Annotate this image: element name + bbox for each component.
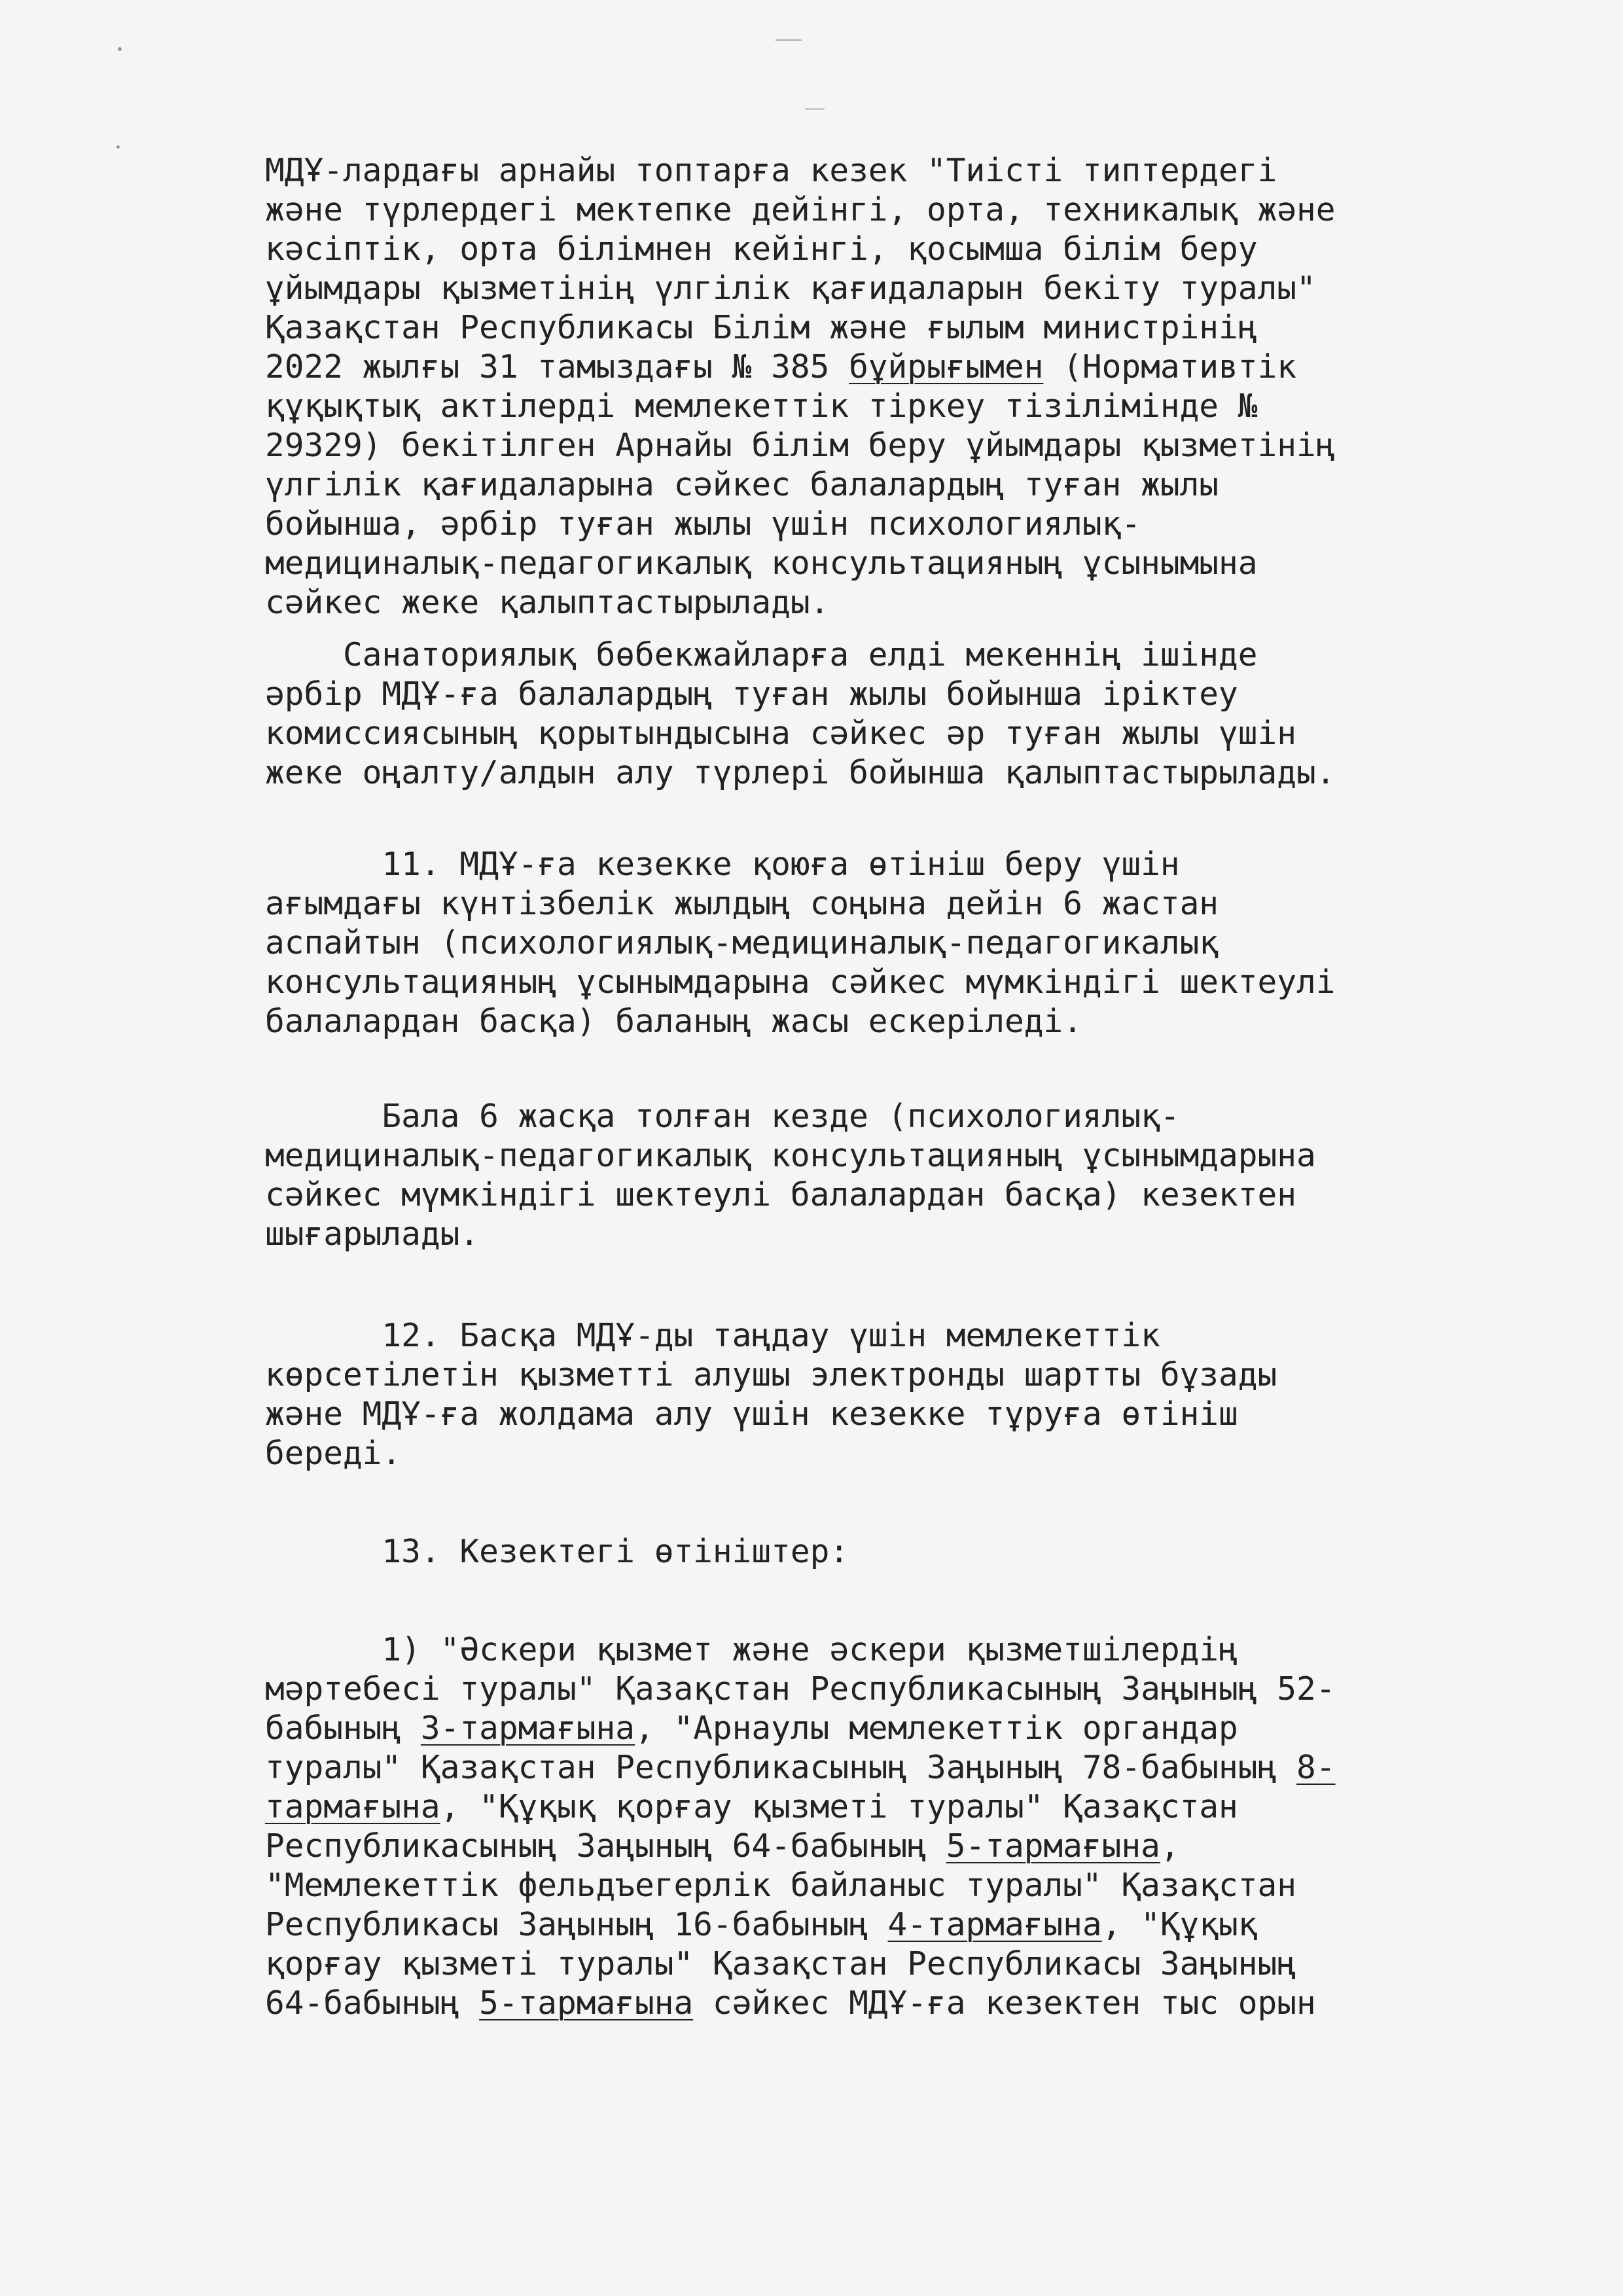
text-segment: аспайтын (психологиялық-медициналық-педагогикалық (265, 924, 1219, 961)
text-segment: ағымдағы күнтізбелік жылдың соңына дейін 6 жастан (265, 884, 1219, 922)
text-segment: 2022 жылғы 31 тамыздағы № 385 (265, 348, 849, 386)
text-segment: (Нормативтік (1043, 348, 1297, 386)
text-segment: шығарылады. (265, 1215, 480, 1253)
text-segment: Санаториялық бөбекжайларға елді мекеннің ішінде (265, 636, 1258, 673)
text-line (265, 1001, 1082, 1041)
text-line (265, 229, 1258, 268)
text-segment: құқықтық актілерді мемлекеттік тіркеу тізілімінде № (265, 387, 1258, 425)
text-segment: ұйымдары қызметінің үлгілік қағидаларын бекіту туралы" (265, 269, 1316, 307)
text-line (265, 1865, 1296, 1905)
text-segment: МДҰ-лардағы арнайы топтарға кезек "Тиісті типтердегі (265, 151, 1277, 189)
text-line (265, 1944, 1296, 1983)
law-reference-link[interactable]: 5-тармағына (946, 1827, 1160, 1865)
text-segment: , "Құқық (1101, 1905, 1258, 1943)
scan-speck (116, 145, 120, 149)
text-segment: үлгілік қағидаларына сәйкес балалардың туған жылы (265, 465, 1219, 503)
text-line (265, 1096, 1180, 1136)
law-reference-link[interactable]: 5-тармағына (479, 1984, 694, 2022)
law-reference-link[interactable]: 8- (1296, 1748, 1336, 1786)
text-line (265, 1669, 1335, 1708)
text-line (265, 1394, 1238, 1433)
text-line (265, 308, 1258, 347)
text-segment: сәйкес МДҰ-ға кезектен тыс орын (693, 1984, 1316, 2022)
scan-speck (805, 108, 825, 110)
text-line (265, 386, 1258, 425)
text-line (265, 583, 829, 622)
text-line (265, 1136, 1316, 1175)
text-line (265, 1787, 1238, 1826)
text-line (265, 962, 1335, 1001)
text-segment: жеке оңалту/алдын алу түрлері бойынша қалыптастырылады. (265, 753, 1336, 791)
text-segment: , (1160, 1827, 1180, 1865)
text-segment: Бала 6 жасқа толған кезде (психологиялық- (265, 1097, 1180, 1135)
text-segment: әрбір МДҰ-ға балалардың туған жылы бойынша іріктеу (265, 675, 1238, 713)
text-segment: 29329) бекітілген Арнайы білім беру ұйымдары қызметінің (265, 426, 1336, 464)
text-line (265, 151, 1277, 190)
text-segment: Республикасының Заңының 64-бабының (265, 1827, 946, 1865)
text-line (265, 1983, 1316, 2022)
text-line (265, 713, 1296, 753)
text-segment: "Мемлекеттік фельдъегерлік байланыс туралы" Қазақстан (265, 1866, 1296, 1904)
text-segment: және МДҰ-ға жолдама алу үшін кезекке тұруға өтініш (265, 1395, 1238, 1433)
text-line (265, 1433, 401, 1473)
text-line (265, 504, 1141, 543)
law-reference-link[interactable]: бұйрығымен (849, 348, 1044, 386)
text-segment: сәйкес жеке қалыптастырылады. (265, 583, 830, 621)
text-line (265, 1214, 479, 1253)
scan-speck (118, 47, 122, 51)
text-line (265, 1355, 1277, 1394)
text-line (265, 753, 1335, 792)
text-line (265, 923, 1219, 962)
text-segment: Қазақстан Республикасы Білім және ғылым министрінің (265, 308, 1258, 346)
law-reference-link[interactable]: тармағына (265, 1787, 440, 1825)
text-segment: , "Арнаулы мемлекеттік органдар (634, 1709, 1238, 1747)
text-line (265, 1748, 1335, 1787)
text-line (265, 268, 1316, 308)
text-line (265, 884, 1219, 923)
text-segment: туралы" Қазақстан Республикасының Заңының 78-бабының (265, 1748, 1296, 1786)
text-line (265, 635, 1258, 674)
text-line (265, 190, 1335, 229)
text-line (265, 1532, 849, 1571)
text-segment: 12. Басқа МДҰ-ды таңдау үшін мемлекеттік (265, 1316, 1160, 1354)
text-line (265, 1630, 1238, 1669)
text-segment: мәртебесі туралы" Қазақстан Республикасының Заңының 52- (265, 1670, 1336, 1708)
text-segment: қорғау қызметі туралы" Қазақстан Республикасы Заңының (265, 1945, 1296, 1982)
text-line (265, 844, 1180, 884)
text-line (265, 1316, 1160, 1355)
text-line (265, 425, 1335, 465)
text-line (265, 1826, 1180, 1865)
scan-speck (776, 39, 802, 41)
law-reference-link[interactable]: 4-тармағына (887, 1905, 1102, 1943)
text-segment: медициналық-педагогикалық консультацияның ұсынымдарына (265, 1136, 1316, 1174)
text-segment: медициналық-педагогикалық консультацияның ұсынымына (265, 544, 1258, 582)
text-segment: , "Құқық қорғау қызметі туралы" Қазақстан (440, 1787, 1238, 1825)
text-segment: 1) "Әскери қызмет және әскери қызметшілердің (265, 1630, 1238, 1668)
text-segment: және түрлердегі мектепке дейінгі, орта, техникалық және (265, 190, 1336, 228)
text-line (265, 1175, 1296, 1214)
text-segment: береді. (265, 1434, 402, 1472)
text-segment: сәйкес мүмкіндігі шектеулі балалардан басқа) кезектен (265, 1175, 1296, 1213)
text-segment: Республикасы Заңының 16-бабының (265, 1905, 888, 1943)
text-segment: 64-бабының (265, 1984, 480, 2022)
text-line (265, 1905, 1258, 1944)
text-line (265, 465, 1219, 504)
text-segment: балалардан басқа) баланың жасы ескеріледі. (265, 1002, 1082, 1040)
text-segment: консультацияның ұсынымдарына сәйкес мүмкіндігі шектеулі (265, 963, 1336, 1001)
text-line (265, 347, 1296, 386)
text-segment: 11. МДҰ-ға кезекке қоюға өтініш беру үшін (265, 845, 1180, 883)
text-line (265, 674, 1238, 713)
text-segment: 13. Кезектегі өтініштер: (265, 1532, 849, 1570)
text-segment: комиссиясының қорытындысына сәйкес әр туған жылы үшін (265, 714, 1296, 752)
law-reference-link[interactable]: 3-тармағына (420, 1709, 635, 1747)
text-line (265, 543, 1258, 583)
text-segment: көрсетілетін қызметті алушы электронды шартты бұзады (265, 1355, 1277, 1393)
text-segment: бойынша, әрбір туған жылы үшін психологиялық- (265, 505, 1141, 543)
text-segment: бабының (265, 1709, 421, 1747)
text-line (265, 1708, 1238, 1748)
text-segment: кәсіптік, орта білімнен кейінгі, қосымша білім беру (265, 230, 1258, 268)
